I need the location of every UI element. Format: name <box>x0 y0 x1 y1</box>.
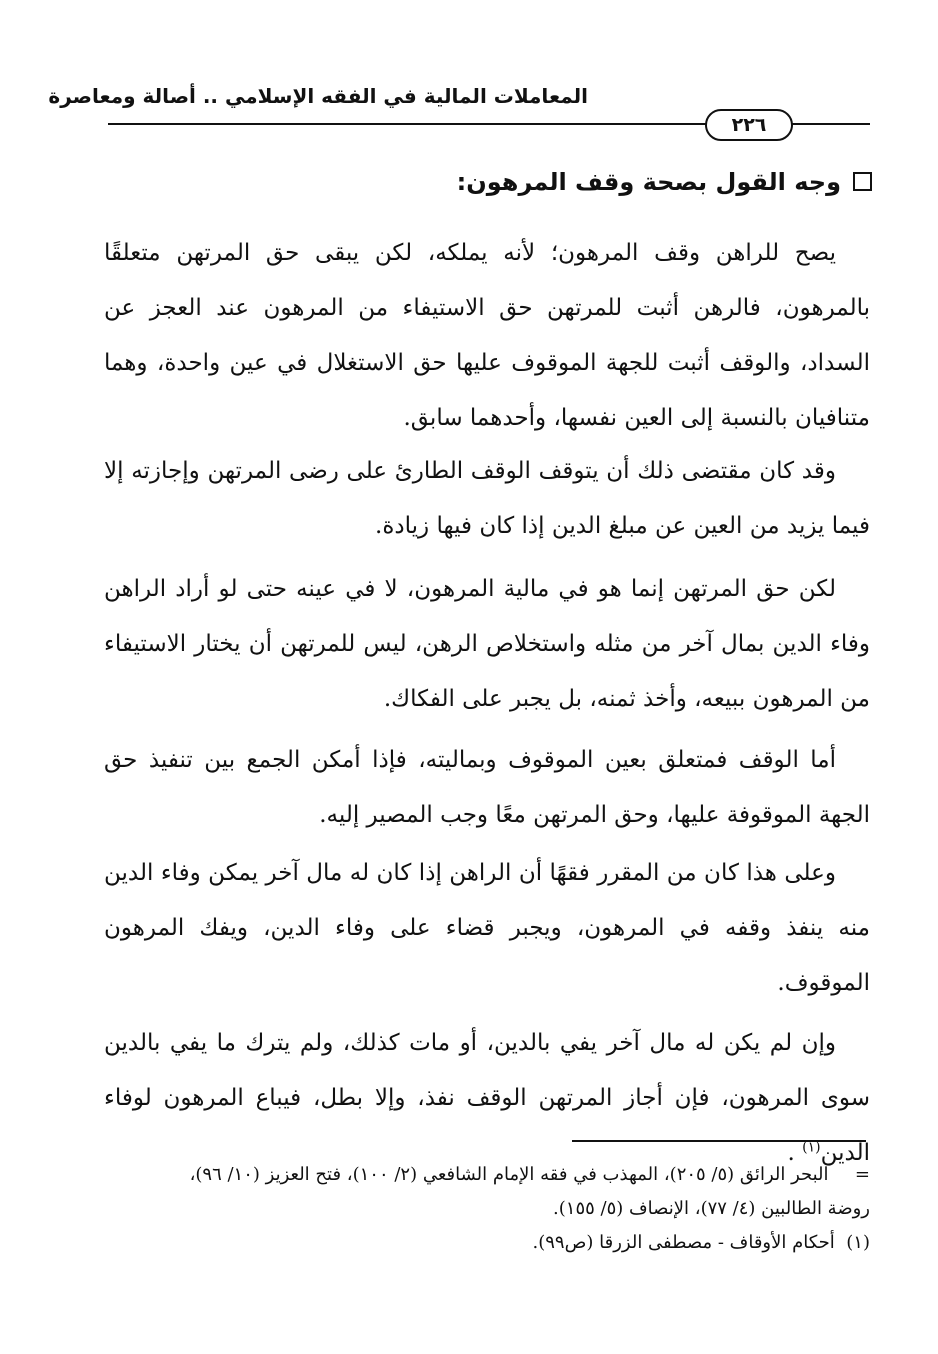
paragraph-1: يصح للراهن وقف المرهون؛ لأنه يملكه، لكن يبقى حق المرتهن متعلقًا بالمرهون، فالرهن أثبت للمرتهن حق الاستيفاء من المرهون عند العجز عن السداد، والوقف أثبت للجهة الموقوف عليها حق الاستغلال في عين واحدة، وهما متنافيان بالنسبة إلى العين نفسها، وأحدهما سابق. <box>104 240 870 431</box>
footnotes <box>100 1158 870 1260</box>
section-heading-text: وجه القول بصحة وقف المرهون: <box>456 168 841 196</box>
paragraph-6-end: . <box>787 1140 795 1166</box>
section-heading <box>352 168 872 196</box>
paragraph-6 <box>104 1016 870 1181</box>
paragraph-4: أما الوقف فمتعلق بعين الموقوف وبماليته، فإذا أمكن الجمع بين تنفيذ حق الجهة الموقوفة عليها، وحق المرتهن معًا وجب المصير إليه. <box>104 747 870 828</box>
footnote-continuation-mark: = <box>854 1164 870 1185</box>
footnote-1 <box>100 1226 870 1260</box>
footnote-continued-line-2 <box>100 1192 870 1226</box>
footnote-continued-text-2: روضة الطالبين (٤/ ٧٧)، الإنصاف (٥/ ١٥٥). <box>553 1198 870 1219</box>
paragraph-6-text: وإن لم يكن له مال آخر يفي بالدين، أو مات كذلك، ولم يترك ما يفي بالدين سوى المرهون، فإن أجاز المرتهن الوقف نفذ، وإلا بطل، فيباع المرهون لوفاء الدين <box>104 1030 870 1166</box>
paragraph-3: لكن حق المرتهن إنما هو في مالية المرهون، لا في عينه حتى لو أراد الراهن وفاء الدين بمال آخر من مثله واستخلاص الرهن، ليس للمرتهن أن يختار الاستيفاء من المرهون ببيعه، وأخذ ثمنه، بل يجبر على الفكاك. <box>104 576 870 712</box>
footnote-1-number: (١) <box>846 1232 870 1253</box>
square-bullet-icon <box>853 172 872 191</box>
page-number: ٢٢٦ <box>705 109 793 141</box>
footnote-marker-1[interactable]: (١) <box>802 1139 821 1156</box>
footnote-1-text: أحكام الأوقاف - مصطفى الزرقا (ص٩٩). <box>532 1232 835 1253</box>
footnote-continued-line-1 <box>100 1158 870 1192</box>
paragraph-5: وعلى هذا كان من المقرر فقهًا أن الراهن إذا كان له مال آخر يمكن وفاء الدين منه ينفذ وقفه في المرهون، ويجبر قضاء على وفاء الدين، ويفك المرهون الموقوف. <box>104 860 870 996</box>
footnote-rule <box>572 1140 866 1142</box>
footnote-continued-text-1: البحر الرائق (٥/ ٢٠٥)، المهذب في فقه الإمام الشافعي (٢/ ١٠٠)، فتح العزيز (١٠/ ٩٦)، <box>189 1164 829 1185</box>
running-header-title: المعاملات المالية في الفقه الإسلامي .. أصالة ومعاصرة <box>48 84 588 108</box>
paragraph-2: وقد كان مقتضى ذلك أن يتوقف الوقف الطارئ على رضى المرتهن وإجازته إلا فيما يزيد من العين عن مبلغ الدين إذا كان فيها زيادة. <box>104 458 870 539</box>
